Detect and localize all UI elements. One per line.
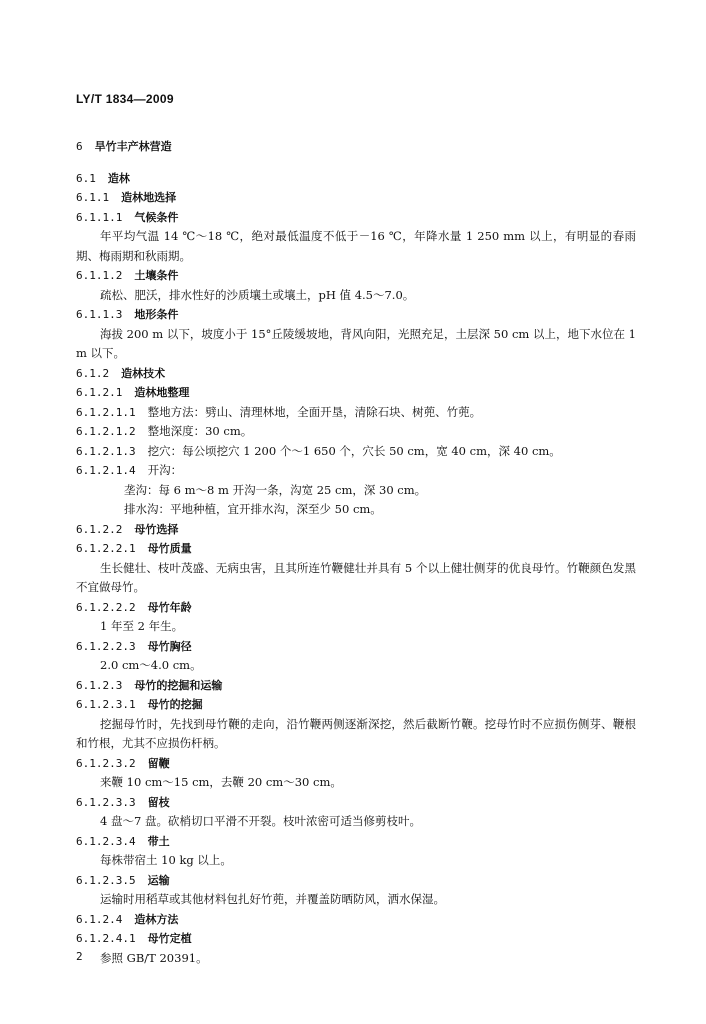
paragraph: 4 盘～7 盘。砍梢切口平滑不开裂。枝叶浓密可适当修剪枝叶。 [100, 814, 421, 828]
item-number: 6.1.2.1.3 [76, 444, 136, 458]
section-number: 6.1.2.2.3 [76, 639, 136, 653]
section-number: 6.1.1.1 [76, 210, 123, 224]
standard-code: LY/T 1834—2009 [76, 92, 174, 106]
paragraph: 运输时用稻草或其他材料包扎好竹蔸，并覆盖防晒防风，洒水保湿。 [100, 892, 445, 906]
section-heading [76, 169, 636, 189]
section-number: 6.1.2.3 [76, 678, 123, 692]
section-title: 造林地整理 [134, 386, 190, 399]
section-heading [76, 266, 636, 286]
section-heading [76, 637, 636, 657]
chapter-heading [76, 137, 636, 157]
section-title: 地形条件 [134, 308, 179, 321]
section-heading [76, 871, 636, 891]
section-heading [76, 598, 636, 618]
section-heading [76, 754, 636, 774]
section-title: 母竹的挖掘 [147, 698, 203, 711]
section-heading [76, 539, 636, 559]
paragraph: 来鞭 10 cm～15 cm，去鞭 20 cm～30 cm。 [100, 775, 342, 789]
section-number: 6.1.2.3.3 [76, 795, 136, 809]
section-number: 6.1.2.3.1 [76, 698, 136, 711]
section-title: 母竹胸径 [147, 639, 192, 653]
section-title: 造林技术 [121, 366, 166, 380]
section-heading [76, 520, 636, 540]
section-number: 6.1.1 [76, 191, 110, 204]
section-heading [76, 832, 636, 852]
numbered-item [76, 422, 636, 442]
paragraph: 生长健壮、枝叶茂盛、无病虫害，且其所连竹鞭健壮并具有 5 个以上健壮侧芽的优良母竹。竹鞭颜色发黑不宜做母竹。 [76, 560, 636, 594]
section-title: 母竹定植 [147, 932, 192, 945]
paragraph: 挖掘母竹时，先找到母竹鞭的走向，沿竹鞭两侧逐渐深挖，然后截断竹鞭。挖母竹时不应损伤侧芽、鞭根和竹根，尤其不应损伤杆柄。 [76, 716, 636, 750]
section-title: 母竹的挖掘和运输 [134, 678, 223, 692]
section-number: 6.1 [76, 171, 96, 185]
paragraph: 年平均气温 14 ℃～18 ℃，绝对最低温度不低于－16 ℃，年降水量 1 250 mm 以上，有明显的春雨期、梅雨期和秋雨期。 [76, 229, 636, 263]
section-title: 留枝 [147, 795, 170, 809]
item-number: 6.1.2.1.2 [76, 425, 136, 438]
chapter-title: 旱竹丰产林营造 [94, 140, 172, 153]
section-number: 6.1.1.3 [76, 308, 123, 321]
section-heading [76, 188, 636, 208]
paragraph: 每株带宿土 10 kg 以上。 [100, 853, 232, 867]
section-heading [76, 383, 636, 403]
section-title: 母竹选择 [134, 522, 179, 536]
section-title: 留鞭 [147, 756, 170, 770]
section-heading [76, 208, 636, 228]
paragraph: 海拔 200 m 以下，坡度小于 15°丘陵缓坡地，背风向阳，光照充足，土层深 50 cm 以上，地下水位在 1 m 以下。 [76, 326, 636, 360]
section-heading [76, 364, 636, 384]
sub-item-text: 垄沟：每 6 m～8 m 开沟一条，沟宽 25 cm，深 30 cm。 [124, 482, 427, 497]
section-title: 母竹年龄 [147, 600, 192, 614]
item-number: 6.1.2.1.1 [76, 405, 136, 419]
item-number: 6.1.2.1.4 [76, 464, 136, 477]
section-title: 土壤条件 [134, 269, 179, 282]
paragraph: 1 年至 2 年生。 [100, 619, 184, 633]
section-title: 气候条件 [134, 210, 179, 224]
section-number: 6.1.2.2 [76, 522, 123, 536]
numbered-item [76, 403, 636, 423]
item-text: 整地方法：劈山、清理林地，全面开垦，清除石块、树蔸、竹蔸。 [147, 404, 482, 419]
section-title: 造林方法 [134, 912, 179, 926]
section-heading [76, 793, 636, 813]
chapter-number: 6 [76, 140, 83, 153]
paragraph: 参照 GB/T 20391。 [100, 950, 208, 965]
section-number: 6.1.2.2.1 [76, 542, 136, 555]
section-number: 6.1.2.3.5 [76, 873, 136, 887]
section-number: 6.1.2 [76, 366, 110, 380]
section-number: 6.1.2.2.2 [76, 600, 136, 614]
section-title: 带土 [147, 834, 170, 848]
section-heading [76, 676, 636, 696]
section-number: 6.1.2.3.2 [76, 756, 136, 770]
section-number: 6.1.2.4 [76, 912, 123, 926]
section-number: 6.1.2.3.4 [76, 834, 136, 848]
document-body [76, 137, 636, 968]
section-number: 6.1.2.4.1 [76, 932, 136, 945]
section-heading [76, 695, 636, 715]
numbered-item [76, 442, 636, 462]
section-heading [76, 910, 636, 930]
item-text: 挖穴：每公顷挖穴 1 200 个～1 650 个，穴长 50 cm，宽 40 cm，深 40 cm。 [147, 443, 561, 458]
sub-item-text: 排水沟：平地种植，宜开排水沟，深至少 50 cm。 [124, 502, 382, 516]
item-text: 整地深度：30 cm。 [147, 424, 253, 438]
paragraph: 疏松、肥沃，排水性好的沙质壤土或壤土，pH 值 4.5～7.0。 [100, 287, 415, 302]
section-title: 母竹质量 [147, 542, 192, 555]
paragraph: 2.0 cm～4.0 cm。 [100, 658, 202, 672]
section-title: 造林地选择 [121, 191, 177, 204]
section-number: 6.1.2.1 [76, 386, 123, 399]
numbered-item [76, 461, 636, 481]
section-heading [76, 305, 636, 325]
page-number: 2 [76, 950, 83, 963]
item-text: 开沟： [147, 463, 183, 477]
section-heading [76, 929, 636, 949]
section-number: 6.1.1.2 [76, 269, 123, 282]
section-title: 运输 [147, 873, 170, 887]
section-title: 造林 [107, 171, 130, 185]
